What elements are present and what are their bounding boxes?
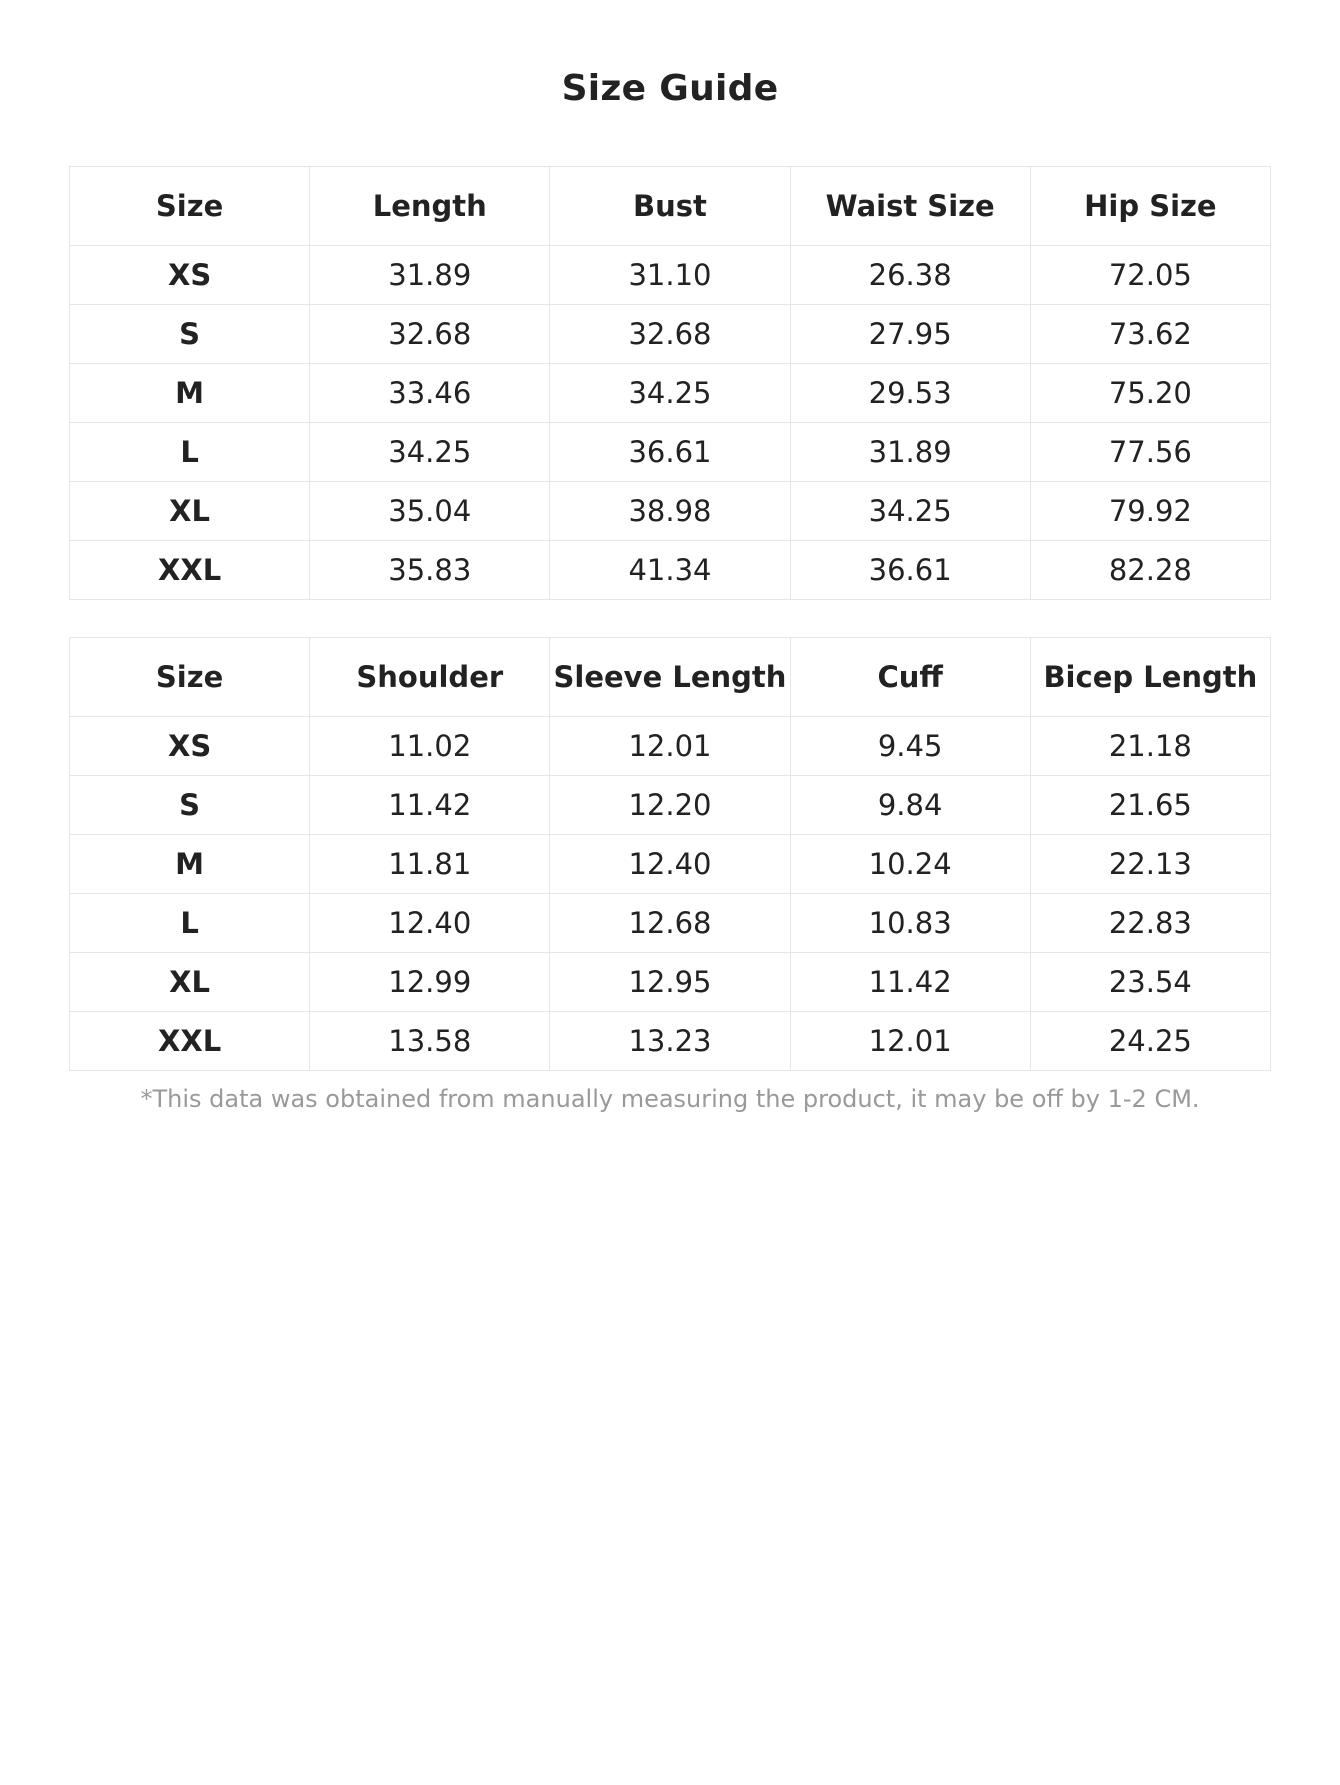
shoulder-cell: 12.99 <box>310 953 550 1012</box>
waist-size-cell: 34.25 <box>790 482 1030 541</box>
size-cell: XXL <box>70 1012 310 1071</box>
waist-size-cell: 36.61 <box>790 541 1030 600</box>
size-table-body-measurements <box>69 166 1271 600</box>
size-cell: XS <box>70 246 310 305</box>
bicep-length-cell: 22.83 <box>1030 894 1270 953</box>
length-cell: 32.68 <box>310 305 550 364</box>
hip-size-cell: 79.92 <box>1030 482 1270 541</box>
waist-size-cell: 31.89 <box>790 423 1030 482</box>
column-header-length: Length <box>310 167 550 246</box>
bust-cell: 38.98 <box>550 482 790 541</box>
table-row <box>70 894 1271 953</box>
table-header-row <box>70 638 1271 717</box>
size-cell: XL <box>70 953 310 1012</box>
length-cell: 35.83 <box>310 541 550 600</box>
size-cell: S <box>70 305 310 364</box>
size-cell: M <box>70 364 310 423</box>
page-title: Size Guide <box>561 68 779 109</box>
table-row <box>70 541 1271 600</box>
table-row <box>70 776 1271 835</box>
shoulder-cell: 11.02 <box>310 717 550 776</box>
shoulder-cell: 13.58 <box>310 1012 550 1071</box>
table-row <box>70 364 1271 423</box>
bust-cell: 32.68 <box>550 305 790 364</box>
length-cell: 34.25 <box>310 423 550 482</box>
table-row <box>70 482 1271 541</box>
cuff-cell: 12.01 <box>790 1012 1030 1071</box>
size-cell: S <box>70 776 310 835</box>
length-cell: 35.04 <box>310 482 550 541</box>
bicep-length-cell: 22.13 <box>1030 835 1270 894</box>
column-header-size: Size <box>70 167 310 246</box>
bicep-length-cell: 23.54 <box>1030 953 1270 1012</box>
hip-size-cell: 73.62 <box>1030 305 1270 364</box>
waist-size-cell: 29.53 <box>790 364 1030 423</box>
bicep-length-cell: 21.18 <box>1030 717 1270 776</box>
size-cell: M <box>70 835 310 894</box>
waist-size-cell: 27.95 <box>790 305 1030 364</box>
bust-cell: 34.25 <box>550 364 790 423</box>
bust-cell: 41.34 <box>550 541 790 600</box>
table-row <box>70 717 1271 776</box>
table-row <box>70 423 1271 482</box>
sleeve-length-cell: 12.01 <box>550 717 790 776</box>
hip-size-cell: 77.56 <box>1030 423 1270 482</box>
cuff-cell: 11.42 <box>790 953 1030 1012</box>
hip-size-cell: 82.28 <box>1030 541 1270 600</box>
column-header-size: Size <box>70 638 310 717</box>
cuff-cell: 9.45 <box>790 717 1030 776</box>
column-header-waist-size: Waist Size <box>790 167 1030 246</box>
size-cell: XXL <box>70 541 310 600</box>
table-header-row <box>70 167 1271 246</box>
table-row <box>70 953 1271 1012</box>
column-header-shoulder: Shoulder <box>310 638 550 717</box>
table-row <box>70 246 1271 305</box>
length-cell: 33.46 <box>310 364 550 423</box>
shoulder-cell: 11.81 <box>310 835 550 894</box>
sleeve-length-cell: 12.40 <box>550 835 790 894</box>
length-cell: 31.89 <box>310 246 550 305</box>
column-header-sleeve-length: Sleeve Length <box>550 638 790 717</box>
bust-cell: 36.61 <box>550 423 790 482</box>
cuff-cell: 10.24 <box>790 835 1030 894</box>
measurement-footnote: *This data was obtained from manually measuring the product, it may be off by 1-2 CM. <box>140 1085 1200 1113</box>
sleeve-length-cell: 13.23 <box>550 1012 790 1071</box>
size-cell: L <box>70 894 310 953</box>
shoulder-cell: 11.42 <box>310 776 550 835</box>
table-row <box>70 305 1271 364</box>
hip-size-cell: 75.20 <box>1030 364 1270 423</box>
sleeve-length-cell: 12.95 <box>550 953 790 1012</box>
sleeve-length-cell: 12.20 <box>550 776 790 835</box>
table-row <box>70 1012 1271 1071</box>
column-header-cuff: Cuff <box>790 638 1030 717</box>
size-cell: XL <box>70 482 310 541</box>
hip-size-cell: 72.05 <box>1030 246 1270 305</box>
shoulder-cell: 12.40 <box>310 894 550 953</box>
bicep-length-cell: 24.25 <box>1030 1012 1270 1071</box>
size-cell: L <box>70 423 310 482</box>
bust-cell: 31.10 <box>550 246 790 305</box>
size-table-arm-measurements <box>69 637 1271 1071</box>
waist-size-cell: 26.38 <box>790 246 1030 305</box>
column-header-hip-size: Hip Size <box>1030 167 1270 246</box>
column-header-bicep-length: Bicep Length <box>1030 638 1270 717</box>
column-header-bust: Bust <box>550 167 790 246</box>
bicep-length-cell: 21.65 <box>1030 776 1270 835</box>
cuff-cell: 10.83 <box>790 894 1030 953</box>
sleeve-length-cell: 12.68 <box>550 894 790 953</box>
cuff-cell: 9.84 <box>790 776 1030 835</box>
table-row <box>70 835 1271 894</box>
size-cell: XS <box>70 717 310 776</box>
